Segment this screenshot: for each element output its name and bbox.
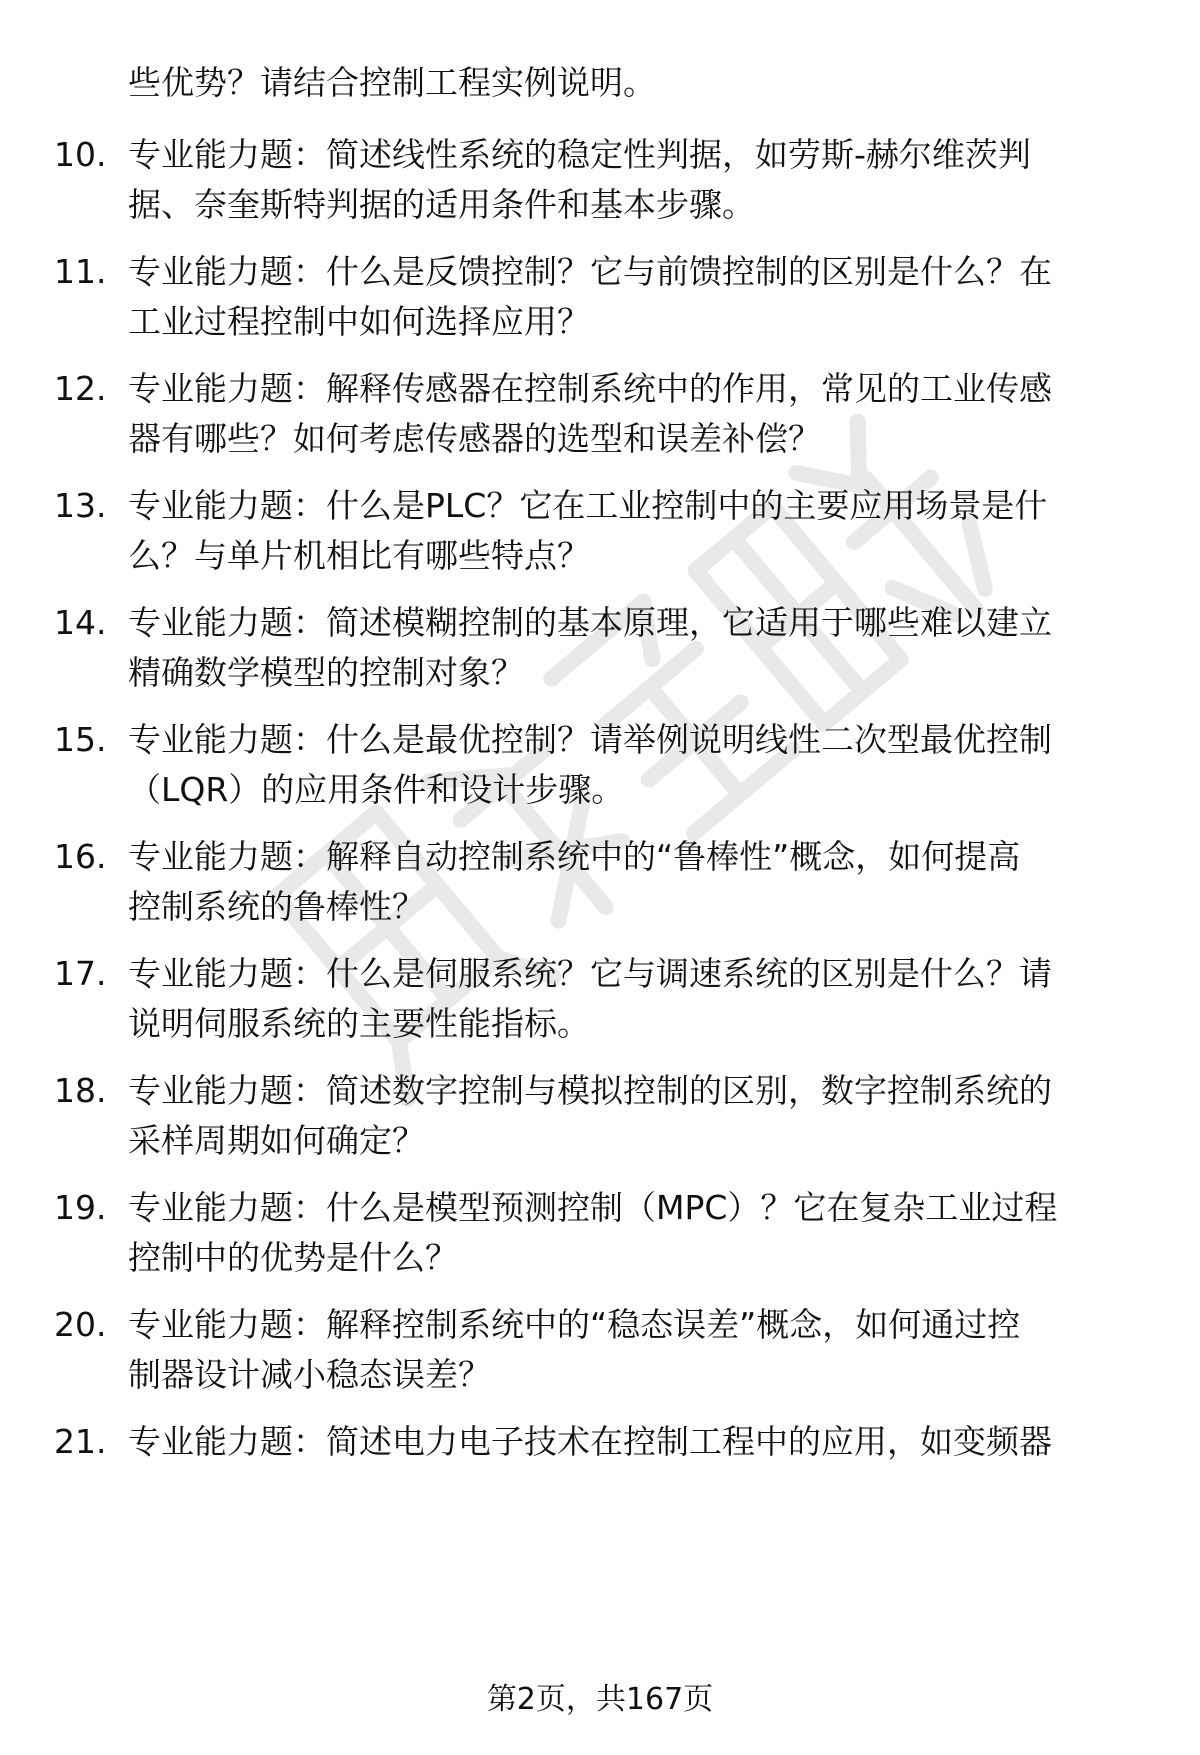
question-number: 11. — [54, 252, 107, 291]
question-number: 13. — [54, 486, 107, 525]
question-number: 20. — [54, 1305, 107, 1344]
page-footer: 第2页，共167页 — [486, 1682, 714, 1717]
question-text-line: 说明伺服系统的主要性能指标。 — [128, 1004, 590, 1043]
question-text-line: 采样周期如何确定？ — [128, 1121, 425, 1160]
question-number: 14. — [54, 603, 107, 642]
question-number: 19. — [54, 1188, 107, 1227]
question-number: 15. — [54, 720, 107, 759]
question-text-line: 专业能力题：什么是伺服系统？它与调速系统的区别是什么？请 — [128, 954, 1052, 993]
question-item — [0, 1066, 1200, 1176]
question-text-line: 控制中的优势是什么？ — [128, 1238, 458, 1277]
question-text-line: 专业能力题：解释自动控制系统中的“鲁棒性”概念，如何提高 — [128, 837, 1021, 876]
question-text-line: 专业能力题：简述电力电子技术在控制工程中的应用，如变频器 — [128, 1422, 1052, 1461]
question-item — [0, 598, 1200, 708]
question-text-line: 专业能力题：什么是反馈控制？它与前馈控制的区别是什么？在 — [128, 252, 1052, 291]
question-text-line: 专业能力题：解释控制系统中的“稳态误差”概念，如何通过控 — [128, 1305, 1021, 1344]
question-item — [0, 949, 1200, 1059]
question-item — [0, 1300, 1200, 1410]
question-number: 16. — [54, 837, 107, 876]
question-item — [0, 1183, 1200, 1293]
question-text-line: 专业能力题：简述线性系统的稳定性判据，如劳斯-赫尔维茨判 — [128, 135, 1031, 174]
question-text-line: 专业能力题：什么是模型预测控制（MPC）？它在复杂工业过程 — [128, 1188, 1058, 1227]
question-number: 17. — [54, 954, 107, 993]
question-number: 10. — [54, 135, 107, 174]
question-text-line: 制器设计减小稳态误差？ — [128, 1355, 491, 1394]
question-item — [0, 364, 1200, 474]
question-number: 18. — [54, 1071, 107, 1110]
question-text-line: （LQR）的应用条件和设计步骤。 — [128, 770, 625, 809]
question-item — [0, 247, 1200, 357]
question-text-line: 专业能力题：解释传感器在控制系统中的作用，常见的工业传感 — [128, 369, 1052, 408]
question-text-line: 工业过程控制中如何选择应用？ — [128, 302, 590, 341]
question-item — [0, 130, 1200, 240]
question-item — [0, 832, 1200, 942]
question-item — [0, 481, 1200, 591]
question-item — [0, 715, 1200, 825]
question-text-line: 专业能力题：简述模糊控制的基本原理，它适用于哪些难以建立 — [128, 603, 1052, 642]
question-text-line: 专业能力题：简述数字控制与模拟控制的区别，数字控制系统的 — [128, 1071, 1052, 1110]
question-text-line: 专业能力题：什么是PLC？它在工业控制中的主要应用场景是什 — [128, 486, 1048, 525]
question-text-line: 么？与单片机相比有哪些特点？ — [128, 536, 590, 575]
question-text-line: 精确数学模型的控制对象？ — [128, 653, 524, 692]
question-text-line: 专业能力题：什么是最优控制？请举例说明线性二次型最优控制 — [128, 720, 1052, 759]
question-item — [0, 1417, 1200, 1527]
question-number: 12. — [54, 369, 107, 408]
question-text-line: 据、奈奎斯特判据的适用条件和基本步骤。 — [128, 185, 755, 224]
question-text-line: 控制系统的鲁棒性？ — [128, 887, 425, 926]
question-number: 21. — [54, 1422, 107, 1461]
continuation-text: 些优势？请结合控制工程实例说明。 — [128, 63, 656, 102]
question-text-line: 器有哪些？如何考虑传感器的选型和误差补偿？ — [128, 419, 821, 458]
